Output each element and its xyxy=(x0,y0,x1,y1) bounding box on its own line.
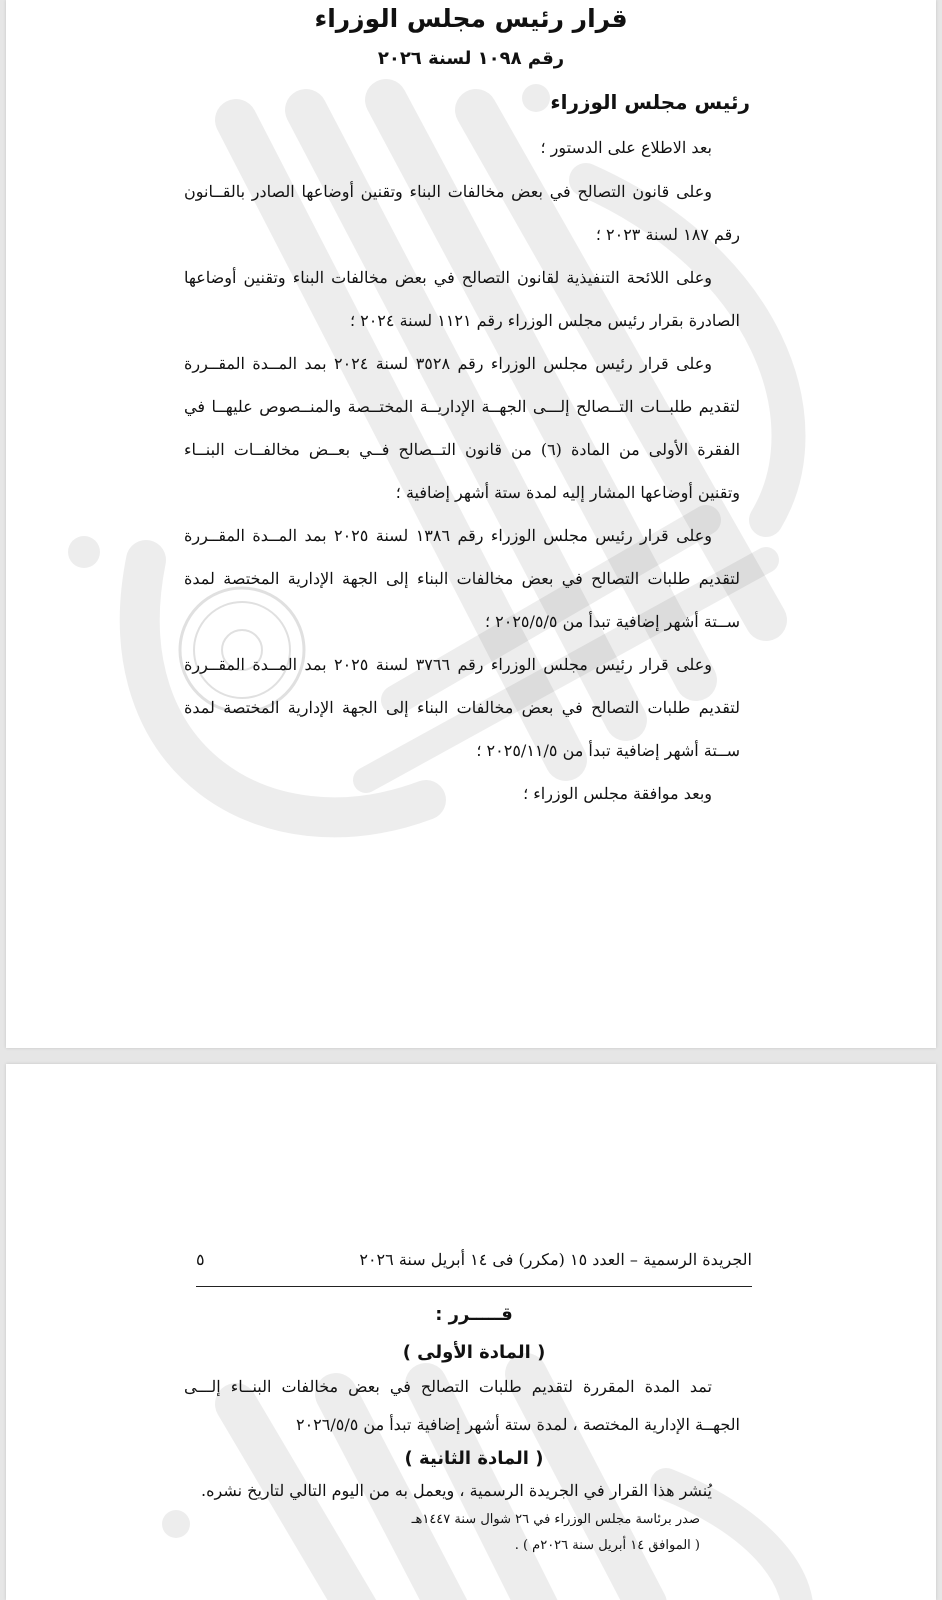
gazette-header-text: الجريدة الرسمية – العدد ١٥ (مكرر) فى ١٤ أبريل سنة ٢٠٢٦ xyxy=(359,1250,752,1269)
preamble-text: وعلى اللائحة التنفيذية لقانون التصالح في بعض مخالفات البناء وتقنين أوضاعها الصادرة بقرار رئيس مجلس الوزراء رقم ١١٢١ لسنة ٢٠٢٤ ؛ xyxy=(184,268,740,330)
document-page-1 xyxy=(6,0,936,1048)
decree-title: قرار رئيس مجلس الوزراء xyxy=(314,4,628,33)
preamble-paragraph-3 xyxy=(184,256,740,342)
header-divider xyxy=(196,1286,752,1287)
issuer-heading: رئيس مجلس الوزراء xyxy=(550,90,750,114)
preamble-paragraph-6 xyxy=(184,643,740,772)
article-text: تمد المدة المقررة لتقديم طلبات التصالح في بعض مخالفات البنــاء إلـــى الجهــة الإدارية المختصة ، لمدة ستة أشهر إضافية تبدأ من ٢٠٢٦/٥/٥ xyxy=(184,1377,740,1434)
corresponding-date-line: ( الموافق ١٤ أبريل سنة ٢٠٢٦م ) . xyxy=(514,1538,700,1553)
article-1-title: ( المادة الأولى ) xyxy=(402,1342,546,1363)
issued-line: صدر برئاسة مجلس الوزراء في ٢٦ شوال سنة ١٤٤٧هـ xyxy=(411,1512,700,1527)
article-text: يُنشر هذا القرار في الجريدة الرسمية ، ويعمل به من اليوم التالي لتاريخ نشره. xyxy=(201,1481,712,1500)
preamble-paragraph-4 xyxy=(184,342,740,514)
preamble-text: وعلى قرار رئيس مجلس الوزراء رقم ١٣٨٦ لسنة ٢٠٢٥ بمد المــدة المقــررة لتقديم طلبات التصالح في بعض مخالفات البناء إلى الجهة الإدارية المختصة لمدة ســتة أشهر إضافية تبدأ من ٢٠٢٥/٥/٥ ؛ xyxy=(184,526,740,631)
article-2-title: ( المادة الثانية ) xyxy=(404,1448,544,1469)
preamble-paragraph-2 xyxy=(184,170,740,256)
page-number: ٥ xyxy=(196,1250,205,1269)
preamble-text: وعلى قرار رئيس مجلس الوزراء رقم ٣٥٢٨ لسنة ٢٠٢٤ بمد المــدة المقــررة لتقديم طلبــات التــصالح إلـــى الجهــة الإداريــة المختــصة والمنــصوص عليهــا في الفقرة الأولى من المادة (٦) من قانون التــصالح فــي بعــض مخالفــات البنــاء وتقنين أوضاعها المشار إليه لمدة ستة أشهر إضافية ؛ xyxy=(184,354,741,502)
document-page-2 xyxy=(6,1064,936,1600)
decided-label: قـــــرر : xyxy=(435,1304,513,1325)
decree-number: رقم ١٠٩٨ لسنة ٢٠٢٦ xyxy=(377,48,565,69)
preamble-text: وعلى قرار رئيس مجلس الوزراء رقم ٣٧٦٦ لسنة ٢٠٢٥ بمد المــدة المقــررة لتقديم طلبات التصالح في بعض مخالفات البناء إلى الجهة الإدارية المختصة لمدة ســتة أشهر إضافية تبدأ من ٢٠٢٥/١١/٥ ؛ xyxy=(184,655,740,760)
preamble-text: وبعد موافقة مجلس الوزراء ؛ xyxy=(523,784,712,803)
preamble-paragraph-7 xyxy=(184,772,740,815)
preamble-paragraph-1 xyxy=(184,126,740,169)
article-1-text xyxy=(184,1368,740,1444)
preamble-paragraph-5 xyxy=(184,514,740,643)
preamble-text: بعد الاطلاع على الدستور ؛ xyxy=(540,138,712,157)
gazette-header xyxy=(196,1250,752,1269)
article-2-text xyxy=(184,1474,740,1508)
preamble-text: وعلى قانون التصالح في بعض مخالفات البناء وتقنين أوضاعها الصادر بالقــانون رقم ١٨٧ لسنة ٢٠٢٣ ؛ xyxy=(184,182,740,244)
